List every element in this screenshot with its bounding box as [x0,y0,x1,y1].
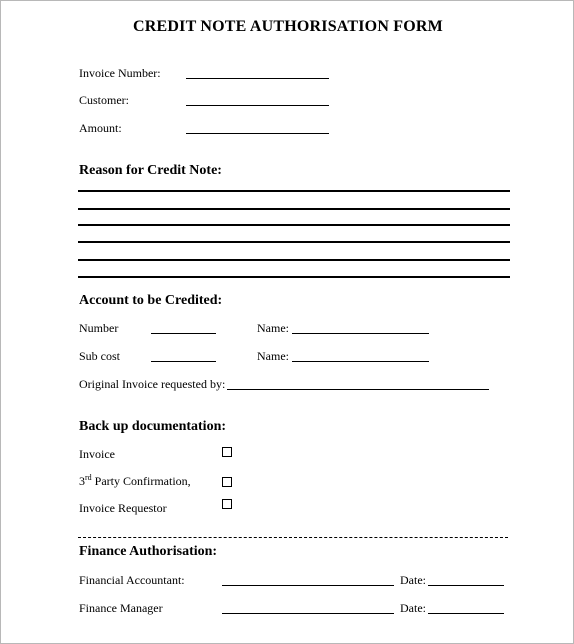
backup-invoice-label: Invoice [79,447,115,461]
date-label-2: Date: [400,601,426,615]
invoice-number-field[interactable] [186,78,329,79]
number-label: Number [79,321,119,335]
form-title: CREDIT NOTE AUTHORISATION FORM [133,18,443,35]
invoice-number-label: Invoice Number: [79,66,161,80]
backup-third-party-label: 3rd Party Confirmation, [79,473,191,488]
reason-line-4[interactable] [78,241,510,243]
number-field[interactable] [151,333,216,334]
name-label-1: Name: [257,321,289,335]
finance-heading: Finance Authorisation: [79,544,218,559]
amount-label: Amount: [79,121,122,135]
financial-accountant-field[interactable] [222,585,394,586]
backup-third-party-checkbox[interactable] [222,477,232,487]
customer-field[interactable] [186,105,329,106]
original-invoice-label: Original Invoice requested by: [79,377,226,391]
name-label-2: Name: [257,349,289,363]
backup-invoice-checkbox[interactable] [222,447,232,457]
finance-manager-field[interactable] [222,613,394,614]
date-label-1: Date: [400,573,426,587]
reason-heading: Reason for Credit Note: [79,163,222,178]
reason-line-2[interactable] [78,208,510,210]
section-divider [78,537,508,538]
customer-label: Customer: [79,93,129,107]
reason-line-5[interactable] [78,259,510,261]
original-invoice-field[interactable] [227,389,489,390]
financial-accountant-label: Financial Accountant: [79,573,185,587]
name-field-2[interactable] [292,361,429,362]
date-field-1[interactable] [428,585,504,586]
reason-line-3[interactable] [78,224,510,226]
sub-cost-label: Sub cost [79,349,121,363]
backup-invoice-requestor-label: Invoice Requestor [79,501,167,515]
reason-line-1[interactable] [78,190,510,192]
sub-cost-field[interactable] [151,361,216,362]
name-field-1[interactable] [292,333,429,334]
reason-line-6[interactable] [78,276,510,278]
date-field-2[interactable] [428,613,504,614]
backup-heading: Back up documentation: [79,419,227,434]
account-heading: Account to be Credited: [79,293,223,308]
amount-field[interactable] [186,133,329,134]
finance-manager-label: Finance Manager [79,601,163,615]
backup-invoice-requestor-checkbox[interactable] [222,499,232,509]
